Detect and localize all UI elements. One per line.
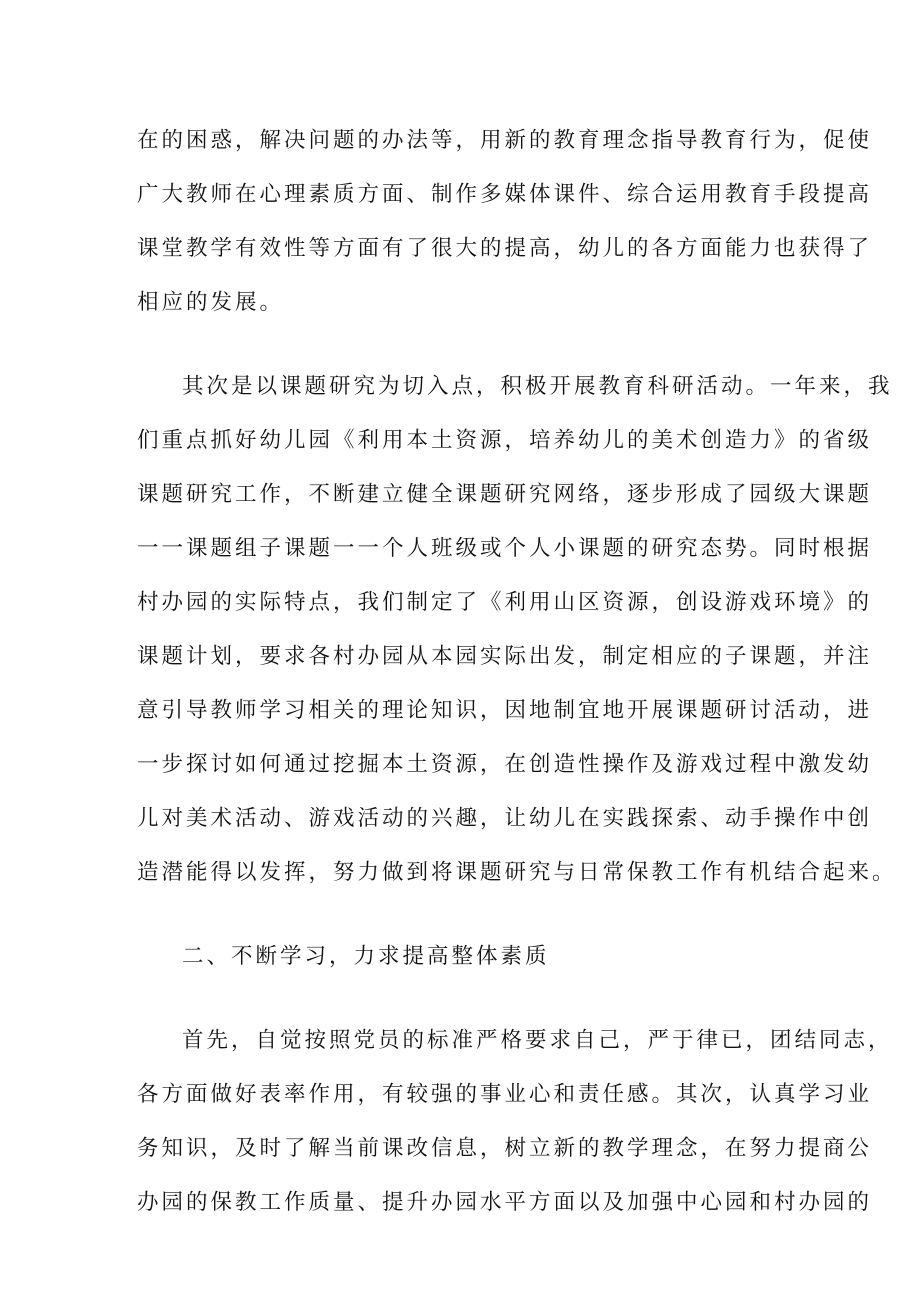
text-line: 们重点抓好幼儿园《利用本土资源，培养幼儿的美术创造力》的省级 [137, 428, 873, 453]
text-line: 课堂教学有效性等方面有了很大的提高，幼儿的各方面能力也获得了 [137, 236, 873, 261]
document-body [137, 114, 897, 1230]
text-line: 一步探讨如何通过挖掘本土资源，在创造性操作及游戏过程中激发幼 [137, 752, 873, 777]
text-line: 相应的发展。 [137, 290, 285, 315]
paragraph-spacer [137, 330, 797, 360]
text-line: 造潜能得以发挥，努力做到将课题研究与日常保教工作有机结合起来。 [137, 860, 897, 885]
section-heading [137, 930, 797, 984]
text-line: 儿对美术活动、游戏活动的兴趣，让幼儿在实践探索、动手操作中创 [137, 806, 873, 831]
text-line: 一一课题组子课题一一个人班级或个人小课题的研究态势。同时根据 [137, 536, 873, 561]
paragraph-spacer [137, 984, 797, 1014]
text-line: 首先，自觉按照党员的标准严格要求自己，严于律已，团结同志， [182, 1028, 893, 1053]
text-line: 村办园的实际特点，我们制定了《利用山区资源，创设游戏环境》的 [137, 590, 873, 615]
heading-text: 二、不断学习，力求提高整体素质 [182, 944, 550, 969]
text-line: 各方面做好表率作用，有较强的事业心和责任感。其次，认真学习业 [137, 1082, 873, 1107]
text-line: 课题研究工作，不断建立健全课题研究网络，逐步形成了园级大课题 [137, 482, 873, 507]
paragraph-study [137, 1014, 893, 1230]
text-line: 在的困惑，解决问题的办法等，用新的教育理念指导教育行为，促使 [137, 128, 873, 153]
paragraph-spacer [137, 900, 797, 930]
text-line: 办园的保教工作质量、提升办园水平方面以及加强中心园和村办园的 [137, 1190, 873, 1215]
paragraph-continuation [137, 114, 873, 330]
text-line: 广大教师在心理素质方面、制作多媒体课件、综合运用教育手段提高 [137, 182, 873, 207]
text-line: 其次是以课题研究为切入点，积极开展教育科研活动。一年来，我 [182, 374, 893, 399]
text-line: 务知识，及时了解当前课改信息，树立新的教学理念，在努力提商公 [137, 1136, 873, 1161]
paragraph-research [137, 360, 897, 900]
text-line: 意引导教师学习相关的理论知识，因地制宜地开展课题研讨活动，进 [137, 698, 873, 723]
text-line: 课题计划，要求各村办园从本园实际出发，制定相应的子课题，并注 [137, 644, 873, 669]
